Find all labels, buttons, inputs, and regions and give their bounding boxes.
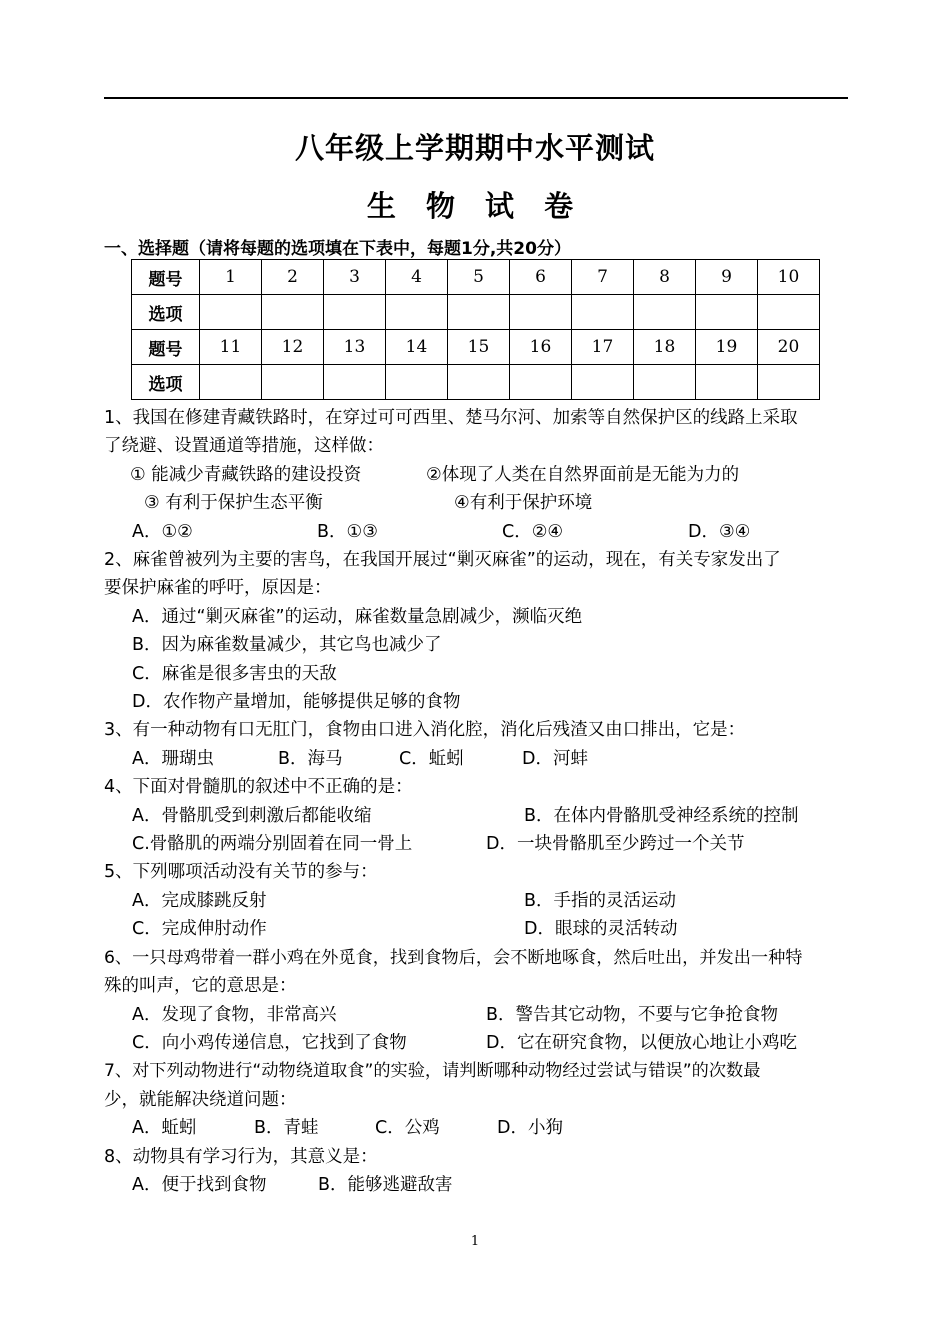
number-cell: 11 <box>200 330 262 365</box>
q7-stem-line1: 7、对下列动物进行“动物绕道取食”的实验，请判断哪种动物经过尝试与错误”的次数最 <box>104 1061 761 1081</box>
answer-cell[interactable] <box>386 365 448 400</box>
answer-cell[interactable] <box>696 295 758 330</box>
header-cell: 选项 <box>132 295 200 330</box>
q6-option-b: B．警告其它动物，不要与它争抢食物 <box>486 1005 779 1025</box>
q2-stem-line2: 要保护麻雀的呼吁，原因是： <box>104 578 332 598</box>
q3-option-b: B．海马 <box>278 749 343 769</box>
answer-cell[interactable] <box>572 295 634 330</box>
q2-option-d: D．农作物产量增加，能够提供足够的食物 <box>132 692 461 712</box>
answer-cell[interactable] <box>324 295 386 330</box>
q2-option-b: B．因为麻雀数量减少，其它鸟也减少了 <box>132 635 442 655</box>
answer-cell[interactable] <box>448 295 510 330</box>
q6-option-a: A．发现了食物，非常高兴 <box>132 1005 337 1025</box>
answer-cell[interactable] <box>386 295 448 330</box>
q8-option-b: B．能够逃避敌害 <box>318 1175 453 1195</box>
number-cell: 8 <box>634 260 696 295</box>
number-cell: 17 <box>572 330 634 365</box>
q7-stem-line2: 少，就能解决绕道问题： <box>104 1090 297 1110</box>
q5-stem: 5、下列哪项活动没有关节的参与： <box>104 862 378 882</box>
q1-stem-line2: 了绕避、设置通道等措施，这样做： <box>104 436 384 456</box>
exam-title: 八年级上学期期中水平测试 <box>294 131 655 165</box>
number-cell: 4 <box>386 260 448 295</box>
exam-subtitle: 生 物 试 卷 <box>366 189 584 223</box>
number-cell: 18 <box>634 330 696 365</box>
q8-stem: 8、动物具有学习行为，其意义是： <box>104 1147 378 1167</box>
section-heading: 一、选择题（请将每题的选项填在下表中，每题1分,共20分） <box>104 239 571 259</box>
number-cell: 12 <box>262 330 324 365</box>
page-number: 1 <box>470 1234 480 1249</box>
header-cell: 选项 <box>132 365 200 400</box>
answer-cell[interactable] <box>634 295 696 330</box>
header-rule <box>104 97 848 99</box>
q5-option-d: D．眼球的灵活转动 <box>524 919 678 939</box>
q2-option-c: C．麻雀是很多害虫的天敌 <box>132 664 337 684</box>
table-row <box>132 260 820 295</box>
q7-option-d: D．小狗 <box>497 1118 563 1138</box>
number-cell: 6 <box>510 260 572 295</box>
answer-cell[interactable] <box>758 365 820 400</box>
q3-option-c: C．蚯蚓 <box>399 749 464 769</box>
q1-option-d: D．③④ <box>688 522 751 542</box>
number-cell: 16 <box>510 330 572 365</box>
number-cell: 9 <box>696 260 758 295</box>
q6-option-d: D．它在研究食物，以便放心地让小鸡吃 <box>486 1033 797 1053</box>
q1-statement-1: ① 能减少青藏铁路的建设投资 <box>130 465 362 485</box>
number-cell: 20 <box>758 330 820 365</box>
header-cell: 题号 <box>132 260 200 295</box>
q7-option-b: B．青蛙 <box>254 1118 319 1138</box>
q4-option-b: B．在体内骨骼肌受神经系统的控制 <box>524 806 799 826</box>
number-cell: 5 <box>448 260 510 295</box>
number-cell: 19 <box>696 330 758 365</box>
q6-stem-line2: 殊的叫声，它的意思是： <box>104 976 297 996</box>
q1-statement-2: ②体现了人类在自然界面前是无能为力的 <box>426 465 740 485</box>
q3-option-a: A．珊瑚虫 <box>132 749 214 769</box>
number-cell: 14 <box>386 330 448 365</box>
answer-cell[interactable] <box>510 295 572 330</box>
answer-cell[interactable] <box>758 295 820 330</box>
answer-cell[interactable] <box>634 365 696 400</box>
table-row <box>132 365 820 400</box>
answer-cell[interactable] <box>200 365 262 400</box>
q6-stem-line1: 6、一只母鸡带着一群小鸡在外觅食，找到食物后，会不断地啄食，然后吐出，并发出一种特 <box>104 948 803 968</box>
answer-cell[interactable] <box>262 365 324 400</box>
answer-cell[interactable] <box>510 365 572 400</box>
number-cell: 15 <box>448 330 510 365</box>
q7-option-a: A．蚯蚓 <box>132 1118 197 1138</box>
number-cell: 10 <box>758 260 820 295</box>
table-row <box>132 295 820 330</box>
header-cell: 题号 <box>132 330 200 365</box>
q1-stem-line1: 1、我国在修建青藏铁路时，在穿过可可西里、楚马尔河、加索等自然保护区的线路上采取 <box>104 408 798 428</box>
q3-option-d: D．河蚌 <box>522 749 588 769</box>
q4-option-c: C.骨骼肌的两端分别固着在同一骨上 <box>132 834 413 854</box>
answer-table <box>131 259 820 400</box>
answer-cell[interactable] <box>324 365 386 400</box>
answer-cell[interactable] <box>200 295 262 330</box>
number-cell: 2 <box>262 260 324 295</box>
q1-statement-3: ③ 有利于保护生态平衡 <box>144 493 323 513</box>
q1-statement-4: ④有利于保护环境 <box>454 493 593 513</box>
q1-option-a: A．①② <box>132 522 193 542</box>
q4-option-a: A．骨骼肌受到刺激后都能收缩 <box>132 806 372 826</box>
q1-option-b: B．①③ <box>317 522 378 542</box>
answer-cell[interactable] <box>572 365 634 400</box>
q7-option-c: C．公鸡 <box>375 1118 440 1138</box>
table-row <box>132 330 820 365</box>
q1-option-c: C．②④ <box>502 522 564 542</box>
number-cell: 7 <box>572 260 634 295</box>
q4-option-d: D．一块骨骼肌至少跨过一个关节 <box>486 834 745 854</box>
answer-cell[interactable] <box>448 365 510 400</box>
q8-option-a: A．便于找到食物 <box>132 1175 267 1195</box>
q6-option-c: C．向小鸡传递信息，它找到了食物 <box>132 1033 407 1053</box>
q5-option-b: B．手指的灵活运动 <box>524 891 677 911</box>
q5-option-c: C．完成伸肘动作 <box>132 919 267 939</box>
q3-stem: 3、有一种动物有口无肛门，食物由口进入消化腔，消化后残渣又由口排出，它是： <box>104 720 746 740</box>
q2-stem-line1: 2、麻雀曾被列为主要的害鸟，在我国开展过“剿灭麻雀”的运动，现在，有关专家发出了 <box>104 550 781 570</box>
number-cell: 13 <box>324 330 386 365</box>
q2-option-a: A．通过“剿灭麻雀”的运动，麻雀数量急剧减少，濒临灭绝 <box>132 607 583 627</box>
number-cell: 1 <box>200 260 262 295</box>
q5-option-a: A．完成膝跳反射 <box>132 891 267 911</box>
answer-cell[interactable] <box>262 295 324 330</box>
q4-stem: 4、下面对骨髓肌的叙述中不正确的是： <box>104 777 413 797</box>
answer-cell[interactable] <box>696 365 758 400</box>
number-cell: 3 <box>324 260 386 295</box>
